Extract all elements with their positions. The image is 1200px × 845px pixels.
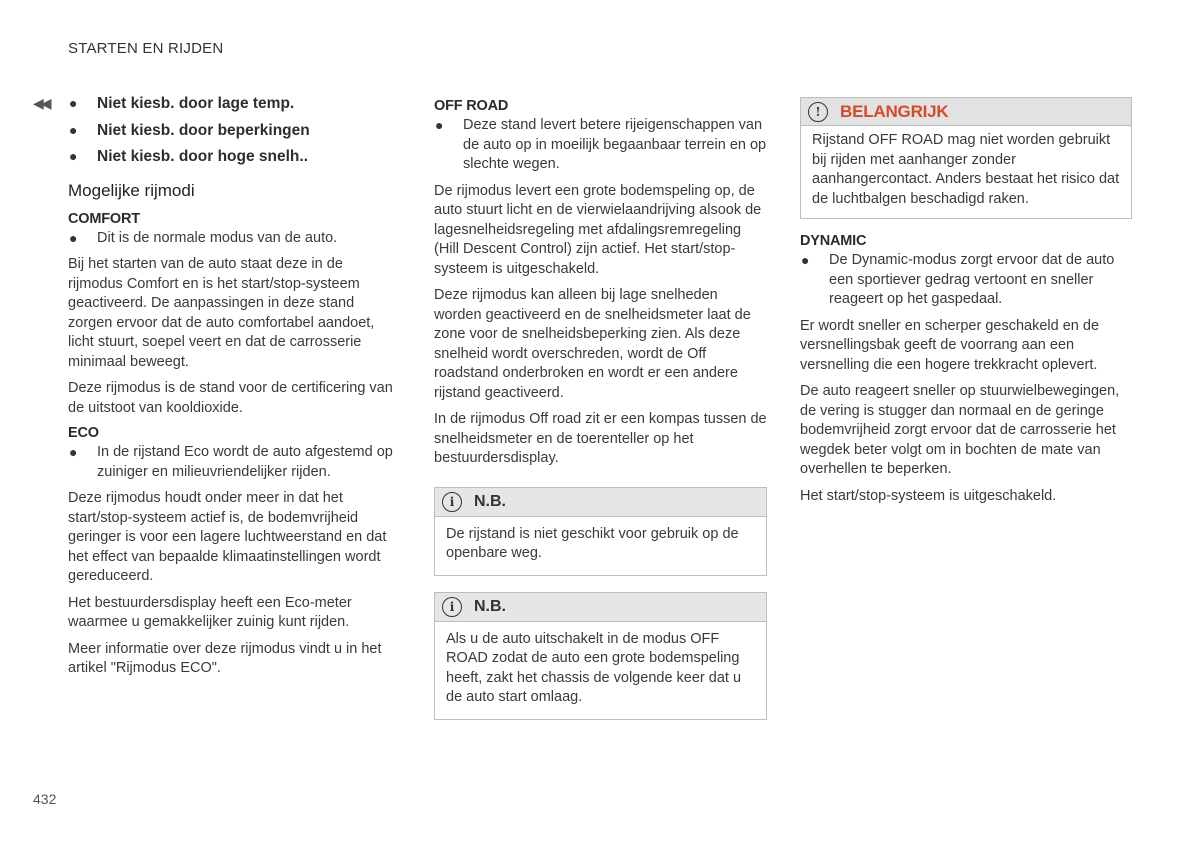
dynamic-heading: DYNAMIC — [800, 233, 867, 249]
list-item: ● De Dynamic-modus zorgt ervoor dat de auto een sportiever gedrag vertoont en sneller reageert op het gaspedaal. — [800, 251, 1132, 310]
paragraph: Deze rijmodus is de stand voor de certificering van de uitstoot van kooldioxide. — [68, 380, 393, 416]
list-item: ● In de rijstand Eco wordt de auto afgestemd op zuiniger en milieuvriendelijker rijden. — [68, 443, 401, 482]
warning-icon: ! — [808, 102, 828, 122]
note-box — [434, 487, 767, 576]
note-header — [435, 488, 766, 517]
column-left — [68, 94, 401, 686]
list-item: ● Deze stand levert betere rijeigenschappen van de auto op in moeilijk begaanbaar terrein en op slechte wegen. — [434, 116, 767, 175]
paragraph: De auto reageert sneller op stuurwielbewegingen, de vering is stugger dan normaal en de geringe bodemvrijheid zorgt ervoor dat de carrosserie het wegdek beter volgt om in bochten de mate van overhellen te beperken. — [800, 383, 1120, 477]
info-icon: i — [442, 492, 462, 512]
paragraph: Er wordt sneller en scherper geschakeld en de versnellingsbak geeft de voorrang aan een versnelling die een hogere trekkracht oplevert. — [800, 317, 1100, 373]
paragraph: Het bestuurdersdisplay heeft een Eco-meter waarmee u gemakkelijker zuinig kunt rijden. — [68, 594, 352, 630]
bullet-icon: ● — [69, 444, 78, 460]
important-header — [801, 98, 1131, 126]
column-middle — [434, 94, 767, 720]
important-title: BELANGRIJK — [840, 101, 949, 121]
note-title: N.B. — [474, 597, 506, 615]
important-box — [800, 97, 1132, 219]
eco-heading: ECO — [68, 425, 99, 441]
bullet-icon: ● — [435, 117, 444, 133]
list-item: ● Niet kiesb. door beperkingen — [69, 121, 310, 139]
column-right — [800, 97, 1132, 513]
offroad-heading: OFF ROAD — [434, 98, 509, 114]
info-icon: i — [442, 597, 462, 617]
list-item: ● Niet kiesb. door lage temp. — [69, 95, 295, 112]
note-title: N.B. — [474, 492, 506, 510]
bullet-icon: ● — [801, 252, 810, 268]
paragraph: Deze rijmodus kan alleen bij lage snelheden worden geactiveerd en de snelheidsmeter laat de zone voor de snelheidsbeperking zien. Als deze snelheid wordt overschreden, wordt de Off roadstand onderbroken en wordt er een andere rijstand geactiveerd. — [434, 287, 751, 401]
important-text: Rijstand OFF ROAD mag niet worden gebruikt bij rijden met aanhanger zonder aanhangercontact. Anders bestaat het risico dat de luchtbalgen beschadigd raken. — [812, 132, 1120, 207]
paragraph: Deze rijmodus houdt onder meer in dat het start/stop-systeem actief is, de bodemvrijheid geringer is voor een lagere luchtweerstand en dat het effect van bepaalde klimaatinstellingen wordt gereduceerd. — [68, 490, 387, 584]
list-item: ● Niet kiesb. door hoge snelh.. — [69, 148, 309, 165]
note-text: De rijstand is niet geschikt voor gebruik op de openbare weg. — [446, 525, 739, 561]
note-text: Als u de auto uitschakelt in de modus OFF ROAD zodat de auto een grote bodemspeling heeft, zakt het chassis de volgende keer dat u de auto start omlaag. — [446, 630, 742, 705]
page-number: 432 — [33, 791, 57, 807]
page-header: STARTEN EN RIJDEN — [68, 40, 224, 57]
paragraph: De rijmodus levert een grote bodemspeling op, de auto stuurt licht en de vierwielaandrijving alsook de lagesnelheidsregeling met afdalingsremregeling (Hill Descent Control) zijn actief. Het start/stop-systeem is uitgeschakeld. — [434, 182, 762, 277]
paragraph: Het start/stop-systeem is uitgeschakeld. — [800, 487, 1057, 504]
previous-page-arrows-icon[interactable]: ◀◀ — [33, 95, 49, 111]
bullet-icon: ● — [69, 95, 78, 111]
bullet-icon: ● — [69, 229, 78, 246]
paragraph: Meer informatie over deze rijmodus vindt u in het artikel "Rijmodus ECO". — [68, 640, 382, 676]
list-item: ● Dit is de normale modus van de auto. — [68, 229, 401, 249]
bullet-icon: ● — [69, 148, 78, 164]
paragraph: In de rijmodus Off road zit er een kompas tussen de snelheidsmeter en de toerenteller op het bestuurdersdisplay. — [434, 411, 767, 466]
note-header — [435, 593, 766, 622]
bullet-icon: ● — [69, 121, 78, 138]
section-title: Mogelijke rijmodi — [68, 180, 195, 200]
paragraph: Bij het starten van de auto staat deze in de rijmodus Comfort en is het start/stop-systeem geactiveerd. De aanpassingen in deze stand zorgen ervoor dat de auto comfortabel aandoet, licht stuurt, soepel veert en dat de carrosserie minimaal beweegt. — [68, 256, 375, 370]
comfort-heading: COMFORT — [68, 210, 140, 227]
note-box — [434, 592, 767, 720]
